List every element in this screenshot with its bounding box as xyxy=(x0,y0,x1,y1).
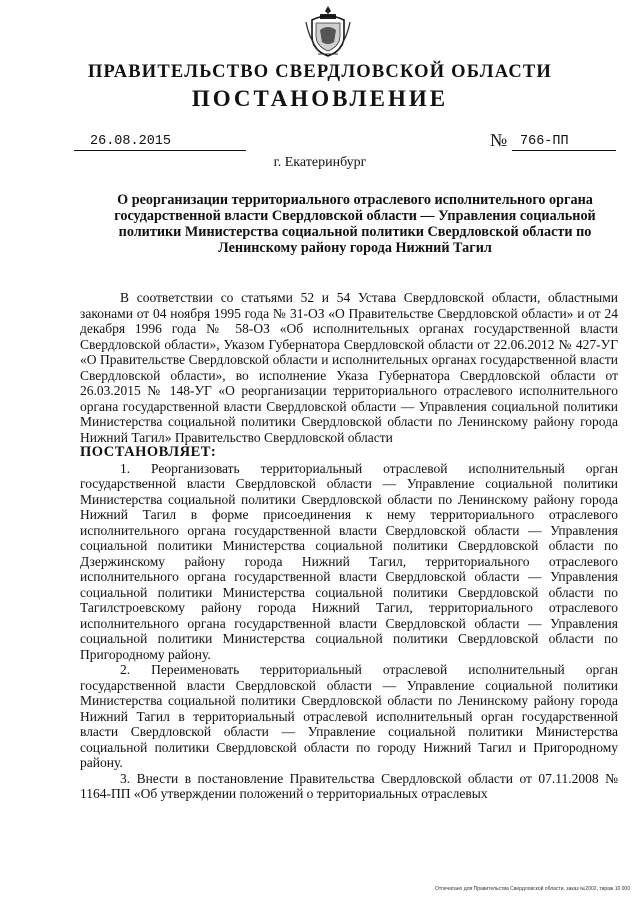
document-type-title: ПОСТАНОВЛЕНИЕ xyxy=(191,86,449,111)
organization-title: ПРАВИТЕЛЬСТВО СВЕРДЛОВСКОЙ ОБЛАСТИ xyxy=(87,62,553,82)
number-label: № xyxy=(490,130,508,150)
document-title: О реорганизации территориального отраслевого исполнительного органа государственной власти Свердловской области — Управления социальной политики Министерства социальной политики Свердловской области по Ленинскому району города Нижний Тагил xyxy=(114,192,596,256)
document-number: 766-ПП xyxy=(512,134,616,151)
item-2-paragraph: 2. Переименовать территориальный отраслевой исполнительный орган государственной власти Свердловской области — Управление социальной политики Министерства социальной политики Свердловской области по Ленинскому району города Нижний Тагил в территориальный отраслевой исполнительный орган государственной власти Свердловской области — Управление социальной политики Министерства социальной политики Свердловской области по городу Нижний Тагил и Пригородному району. xyxy=(80,662,618,770)
document-city: г. Екатеринбург xyxy=(273,155,367,170)
document-body xyxy=(80,290,618,802)
resolves-heading: ПОСТАНОВЛЯЕТ: xyxy=(80,444,217,460)
item-3-paragraph: 3. Внести в постановление Правительства Свердловской области от 07.11.2008 № 1164-ПП «Об утверждении положений о территориальных отраслевых xyxy=(80,770,618,801)
coat-of-arms-icon xyxy=(302,2,354,58)
item-1-paragraph: 1. Реорганизовать территориальный отраслевой исполнительный орган государственной власти Свердловской области — Управление социальной политики Министерства социальной политики Свердловской области по Ленинскому району города Нижний Тагил в форме присоединения к нему территориального отраслевого исполнительного органа государственной власти Свердловской области — Управления социальной политики Министерства социальной политики Свердловской области по Дзержинскому району города Нижний Тагил, территориального отраслевого исполнительного органа государственной власти Свердловской области — Управления социальной политики Министерства социальной политики Свердловской области по Тагилстроевскому району города Нижний Тагил, территориального отраслевого исполнительного органа государственной власти Свердловской области — Управления социальной политики Министерства социальной политики Свердловской области по Пригородному району. xyxy=(80,460,618,662)
print-footer: Отпечатано для Правительства Свердловской области, заказ №2002, тираж 10 000 xyxy=(434,886,630,892)
document-date: 26.08.2015 xyxy=(74,134,246,151)
preamble-paragraph: В соответствии со статьями 52 и 54 Устава Свердловской области, областными законами от 04 ноября 1995 года № 31-ОЗ «О Правительстве Свердловской области» и от 24 декабря 1996 года № 58-ОЗ «Об исполнительных органах государственной власти Свердловской области», Указом Губернатора Свердловской области от 22.06.2012 № 427-УГ «О Правительстве Свердловской области и исполнительных органах государственной власти Свердловской области», во исполнение Указа Губернатора Свердловской области от 26.03.2015 № 148-УГ «О реорганизации территориального отраслевого исполнительного органа государственной власти Свердловской области — Управления социальной политики Министерства социальной политики Свердловской области по Ленинскому району города Нижний Тагил» Правительство Свердловской области xyxy=(80,290,618,445)
